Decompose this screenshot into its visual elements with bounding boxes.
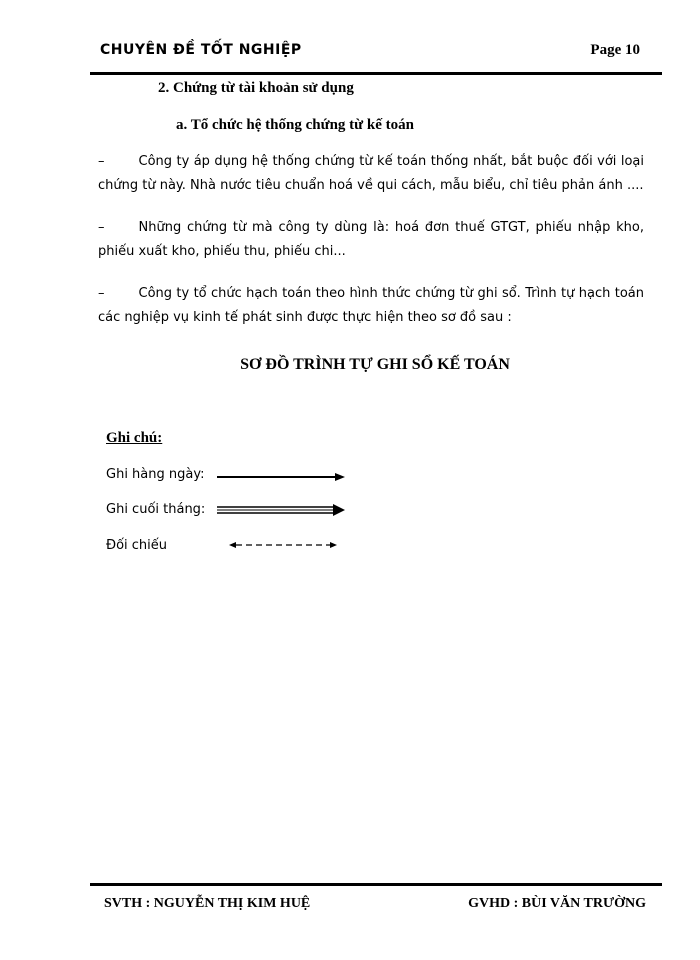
legend-label-monthly: Ghi cuối tháng:: [106, 502, 206, 517]
paragraph-1: [98, 150, 644, 198]
header-rule: [90, 72, 662, 75]
paragraph-3: [98, 282, 644, 330]
bullet: –: [98, 154, 105, 169]
legend-title: Ghi chú:: [106, 430, 163, 446]
footer-advisor: GVHD : BÙI VĂN TRƯỜNG: [468, 896, 646, 911]
legend-label-daily: Ghi hàng ngày:: [106, 467, 205, 482]
paragraph-2: [98, 216, 644, 264]
solid-arrow-icon: [215, 470, 347, 484]
section-subheading: a. Tổ chức hệ thống chứng từ kế toán: [176, 117, 415, 133]
footer-student: SVTH : NGUYỄN THỊ KIM HUỆ: [104, 896, 311, 911]
dashed-bidirectional-arrow-icon: [228, 538, 340, 552]
bullet: –: [98, 286, 105, 301]
paragraph-text: Công ty áp dụng hệ thống chứng từ kế toán thống nhất, bắt buộc đối với loại chứng từ này. Nhà nước tiêu chuẩn hoá về qui cách, mẫu biểu, chỉ tiêu phản ánh ....: [98, 154, 644, 193]
bullet: –: [98, 220, 105, 235]
footer-rule: [90, 883, 662, 886]
header-title: CHUYÊN ĐỀ TỐT NGHIỆP: [100, 42, 302, 58]
section-heading: 2. Chứng từ tài khoản sử dụng: [158, 80, 354, 96]
paragraph-text: Công ty tổ chức hạch toán theo hình thức chứng từ ghi sổ. Trình tự hạch toán các nghiệp vụ kinh tế phát sinh được thực hiện theo sơ đồ sau :: [98, 286, 644, 325]
page-number: Page 10: [590, 42, 640, 58]
paragraph-text: Những chứng từ mà công ty dùng là: hoá đơn thuế GTGT, phiếu nhập kho, phiếu xuất kho, phiếu thu, phiếu chi...: [98, 220, 644, 259]
diagram-title: SƠ ĐỒ TRÌNH TỰ GHI SỔ KẾ TOÁN: [240, 356, 510, 373]
legend-label-reconcile: Đối chiếu: [106, 538, 168, 553]
double-arrow-icon: [215, 502, 347, 518]
